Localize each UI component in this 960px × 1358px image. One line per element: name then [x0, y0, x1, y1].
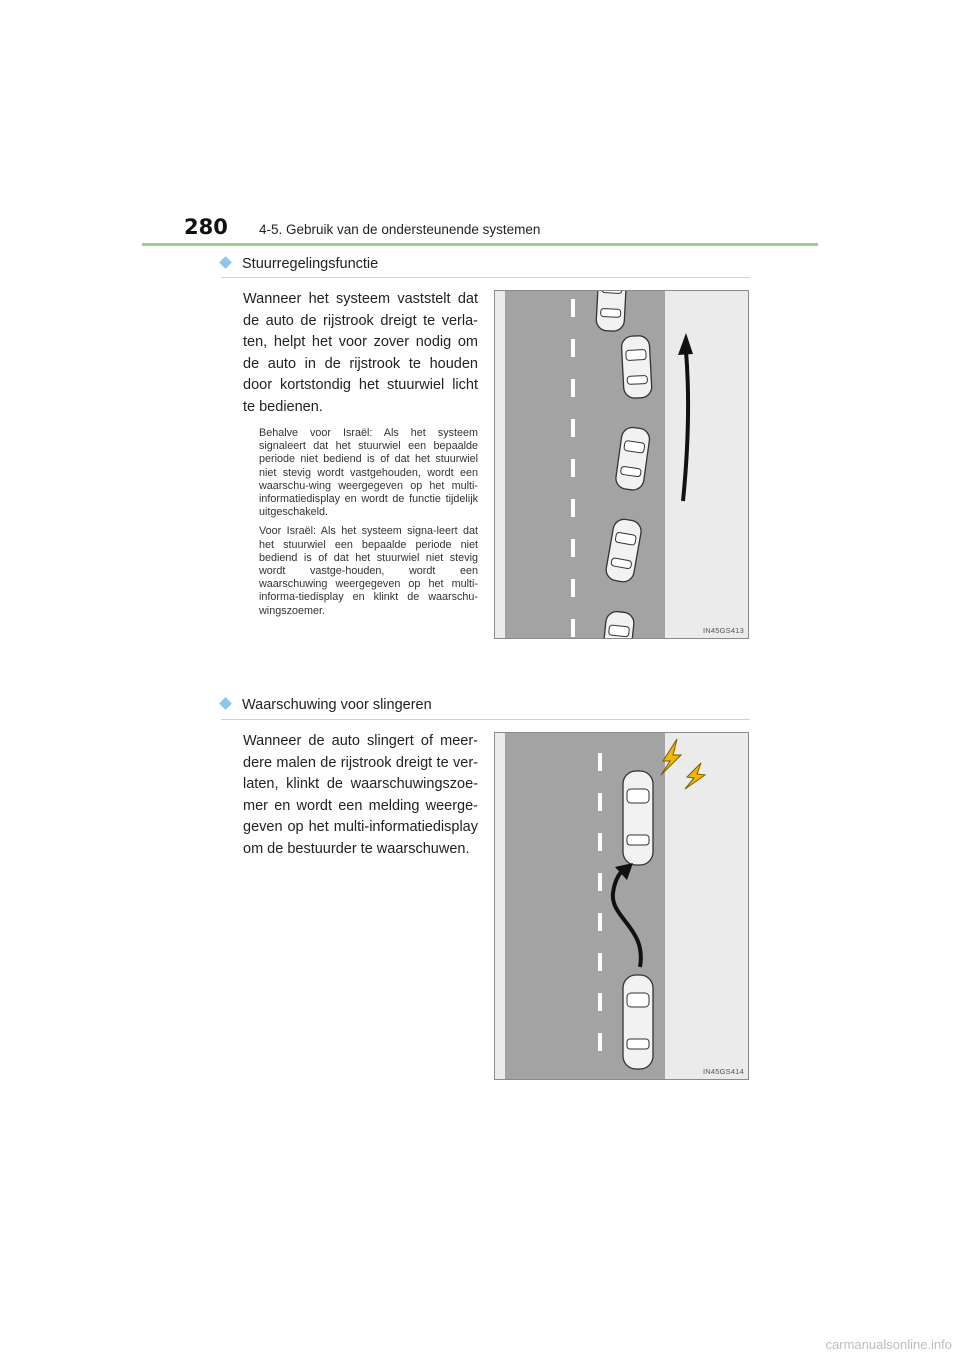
chapter-title: 4-5. Gebruik van de ondersteunende systemen	[259, 222, 541, 237]
car-icon	[623, 771, 653, 865]
section-body-text: Wanneer het systeem vaststelt dat de auto de rijstrook dreigt te verla-ten, helpt het voor zover nodig om de auto in de rijstrook te houden door kortstondig het stuurwiel licht te bedienen.	[243, 291, 478, 415]
figure-code: IN45GS413	[703, 626, 744, 635]
section-heading-sway-warning	[221, 697, 432, 713]
section-divider	[221, 277, 750, 278]
section-body-text: Wanneer de auto slingert of meer-dere malen de rijstrook dreigt te ver-laten, klinkt de waarschuwingszoe-mer en wordt een melding weerge-geven op het multi-informatiedisplay om de bestuurder te waarschuwen.	[243, 733, 478, 857]
car-icon	[623, 975, 653, 1069]
section-notes	[259, 427, 478, 624]
header-divider	[142, 243, 818, 246]
car-icon	[596, 291, 627, 332]
section-heading-label: Stuurregelingsfunctie	[242, 256, 379, 272]
watermark: carmanualsonline.info	[825, 1337, 952, 1352]
lane-keep-illustration	[494, 290, 749, 639]
diamond-bullet-icon	[219, 256, 232, 269]
figure-code: IN45GS414	[703, 1067, 744, 1076]
diamond-bullet-icon	[219, 697, 232, 710]
page-number: 280	[184, 215, 228, 239]
note-paragraph: Voor Israël: Als het systeem signa-leert dat het stuurwiel een bepaalde periode niet bediend is of dat het stuurwiel niet stevig wordt vastge-houden, wordt een waarschuwing weergegeven op het multi-informa-tiedisplay en klinkt de waarschu-wingszoemer.	[259, 525, 478, 617]
note-paragraph: Behalve voor Israël: Als het systeem signaleert dat het stuurwiel een bepaalde periode niet bediend is of dat het stuurwiel niet stevig wordt vastgehouden, wordt een waarschu-wing weergegeven op het multi-informatiedisplay en wordt de functie tijdelijk uitgeschakeld.	[259, 427, 478, 519]
section-heading-steering	[221, 256, 378, 272]
car-icon	[621, 335, 652, 398]
sway-warning-illustration	[494, 732, 749, 1080]
section-heading-label: Waarschuwing voor slingeren	[242, 697, 432, 713]
road-diagram	[495, 733, 748, 1079]
road-diagram	[495, 291, 748, 638]
section-divider	[221, 719, 750, 720]
